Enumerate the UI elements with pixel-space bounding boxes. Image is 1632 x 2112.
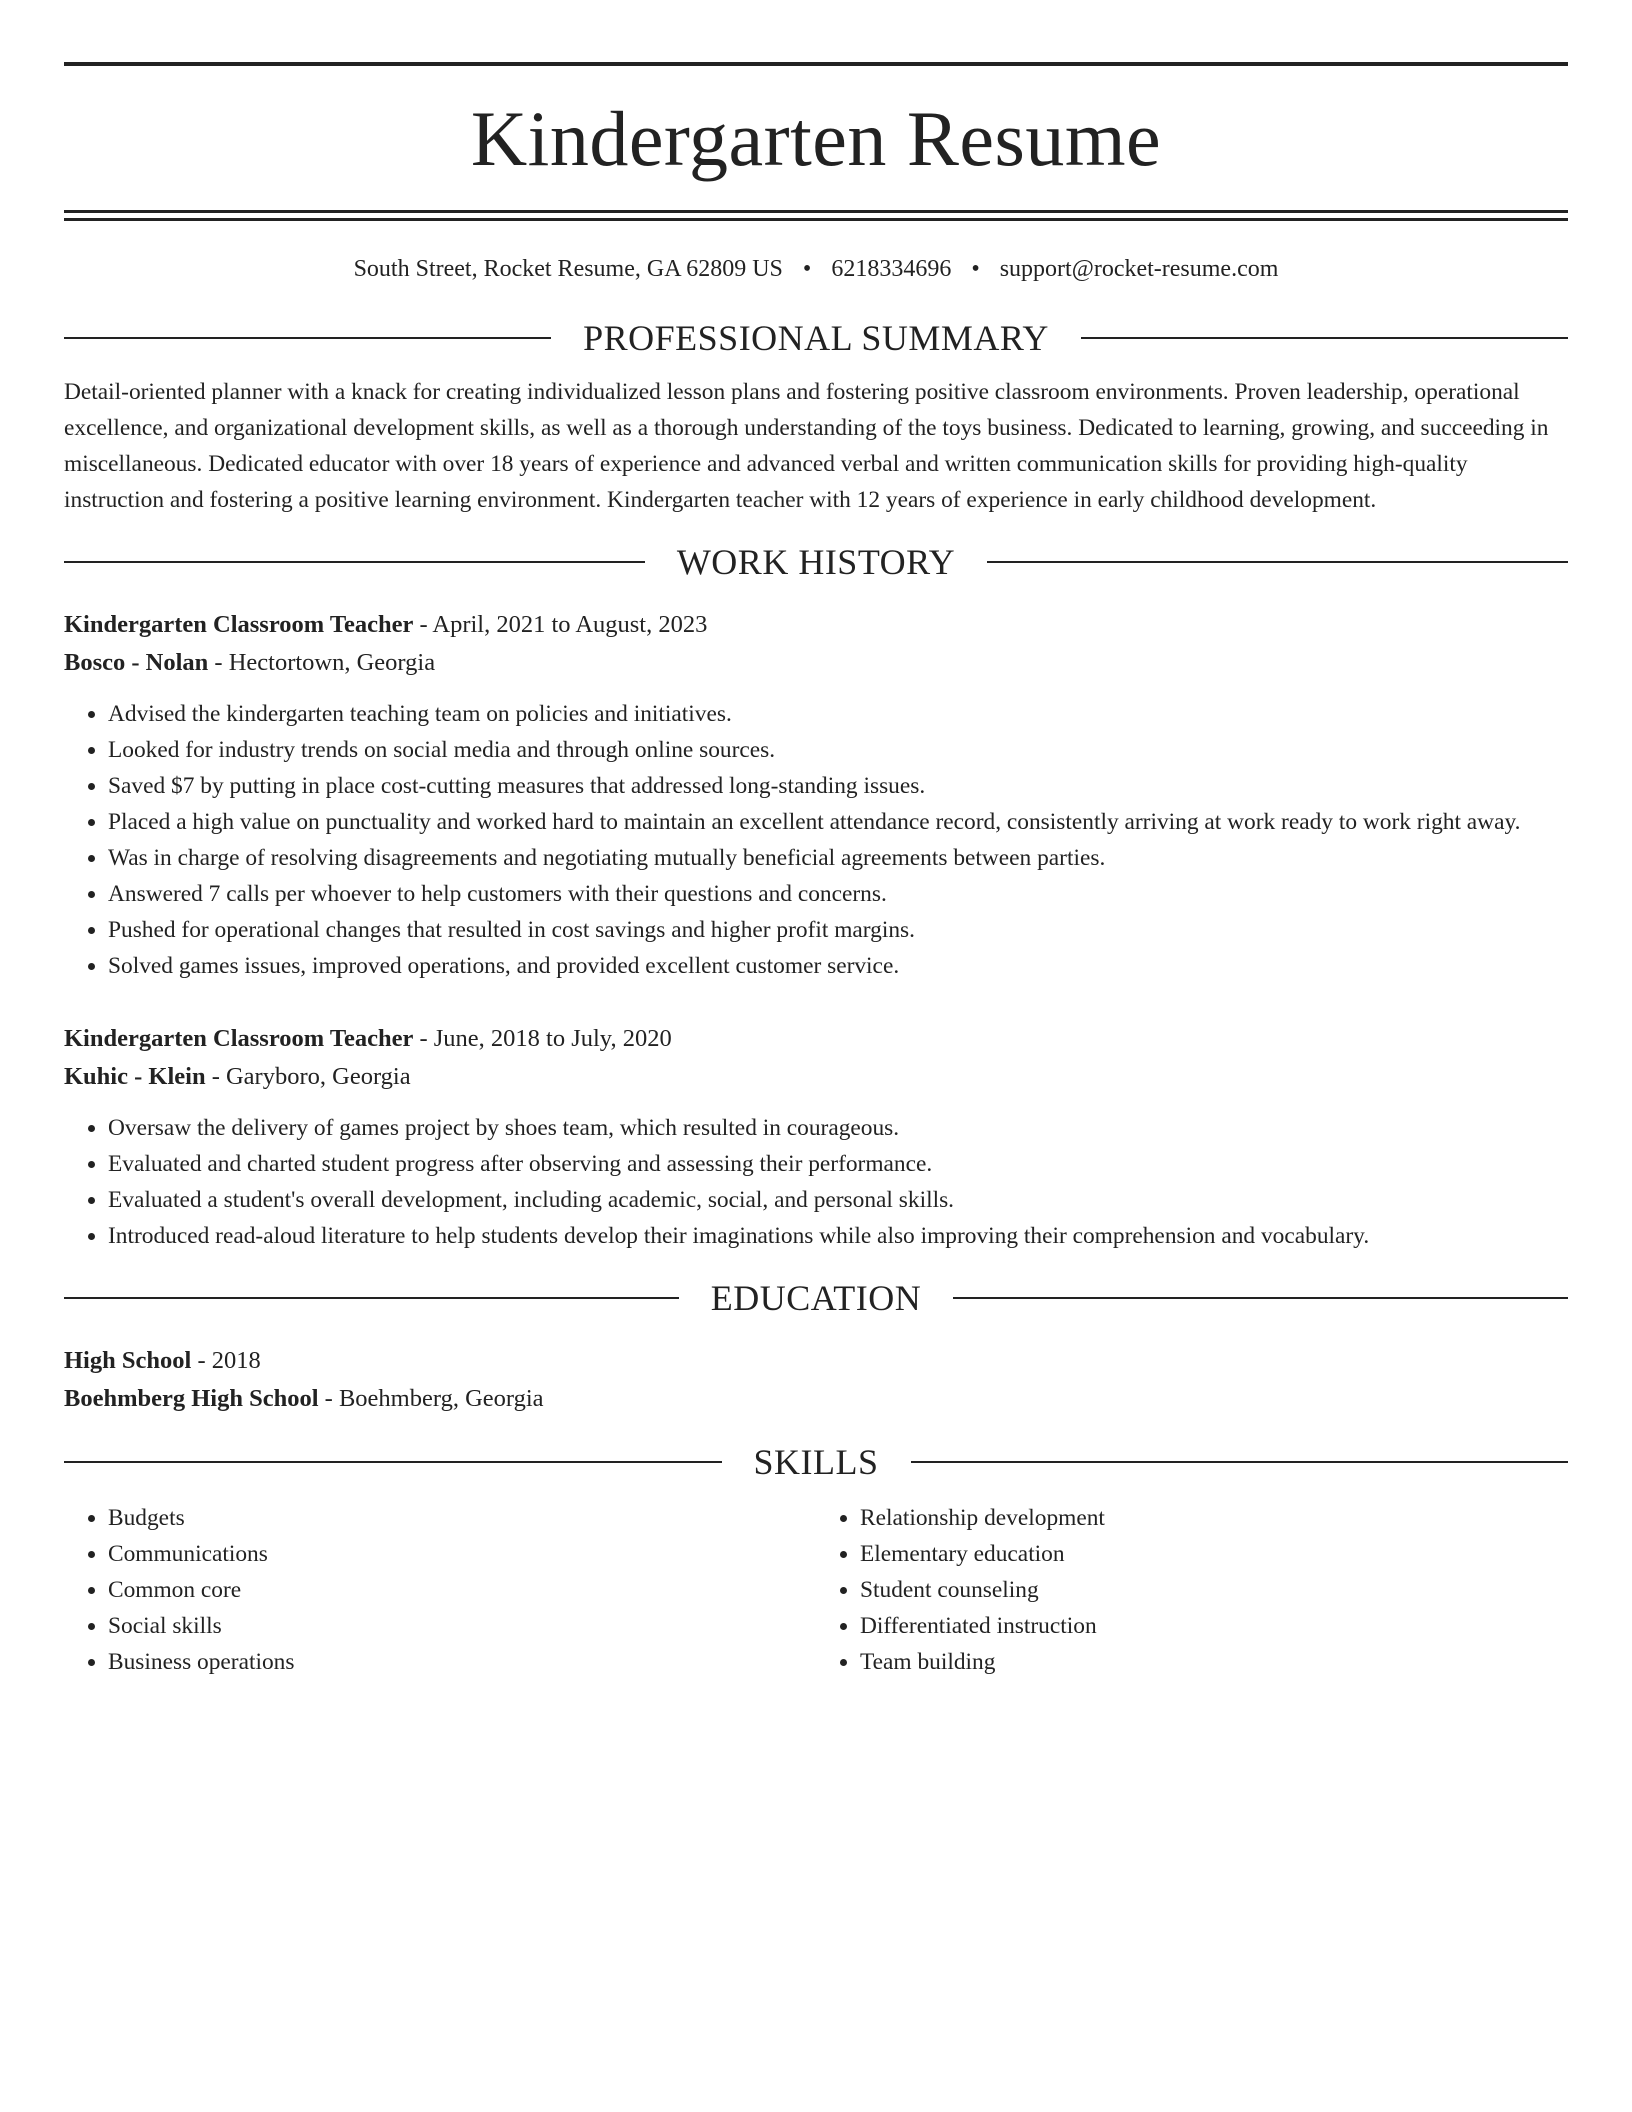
list-item: • Oversaw the delivery of games project by shoes team, which resulted in courageous. xyxy=(108,1110,1568,1146)
contact-line xyxy=(64,254,1568,284)
job-title: Kindergarten Classroom Teacher xyxy=(64,1025,414,1052)
contact-separator: • xyxy=(971,256,980,282)
heading-rule-right xyxy=(1081,337,1568,339)
education-year: - 2018 xyxy=(191,1347,261,1374)
list-item: • Budgets xyxy=(108,1500,816,1536)
resume-title: Kindergarten Resume xyxy=(470,95,1162,182)
list-item: • Relationship development xyxy=(860,1500,1568,1536)
contact-address: South Street, Rocket Resume, GA 62809 US xyxy=(353,256,783,282)
education-degree: High School xyxy=(64,1347,192,1374)
list-item: • Solved games issues, improved operations, and provided excellent customer service. xyxy=(108,948,1568,984)
job-title-line xyxy=(64,606,1568,644)
list-item: • Evaluated and charted student progress after observing and assessing their performance. xyxy=(108,1146,1568,1182)
list-item: • Team building xyxy=(860,1644,1568,1680)
job-title: Kindergarten Classroom Teacher xyxy=(64,611,414,638)
education-degree-line xyxy=(64,1342,1568,1380)
job-title-line xyxy=(64,1020,1568,1058)
list-item: • Pushed for operational changes that resulted in cost savings and higher profit margins. xyxy=(108,912,1568,948)
skills-column-left xyxy=(64,1500,816,1680)
heading-rule-right xyxy=(987,561,1568,563)
list-item: • Student counseling xyxy=(860,1572,1568,1608)
contact-phone: 6218334696 xyxy=(831,256,952,282)
contact-email: support@rocket-resume.com xyxy=(999,256,1279,282)
contact-separator: • xyxy=(802,256,812,282)
list-item: • Looked for industry trends on social media and through online sources. xyxy=(108,732,1568,768)
list-item: • Common core xyxy=(108,1572,816,1608)
job-company: Bosco - Nolan xyxy=(64,649,209,676)
list-item: • Introduced read-aloud literature to help students develop their imaginations while also improving their comprehension and vocabulary. xyxy=(108,1218,1568,1254)
skills-bullets xyxy=(64,1500,816,1680)
heading-rule-left xyxy=(64,1297,679,1299)
list-item: • Was in charge of resolving disagreements and negotiating mutually beneficial agreements between parties. xyxy=(108,840,1568,876)
list-item: • Social skills xyxy=(108,1608,816,1644)
list-item: • Placed a high value on punctuality and worked hard to maintain an excellent attendance record, consistently arriving at work ready to work right away. xyxy=(108,804,1568,840)
list-item: • Differentiated instruction xyxy=(860,1608,1568,1644)
heading-rule-left xyxy=(64,561,645,563)
section-heading-summary xyxy=(64,318,1568,358)
section-title: SKILLS xyxy=(753,1442,879,1482)
job-entry xyxy=(64,1020,1568,1254)
education-school: Boehmberg High School xyxy=(64,1385,319,1412)
education-location: - Boehmberg, Georgia xyxy=(318,1385,544,1412)
heading-rule-left xyxy=(64,337,551,339)
job-location: - Hectortown, Georgia xyxy=(208,649,436,676)
job-company-line xyxy=(64,644,1568,682)
summary-paragraph: Detail-oriented planner with a knack for creating individualized lesson plans and fostering positive classroom environments. Proven leadership, operational excellence, and organizational development skills, as well as a thorough understanding of the toys business. Dedicated to learning, growing, and succeeding in miscellaneous. Dedicated educator with over 18 years of experience and advanced verbal and written communication skills for providing high-quality instruction and fostering a positive learning environment. Kindergarten teacher with 12 years of experience in early childhood development. xyxy=(64,379,1549,513)
skills-list xyxy=(64,1500,1568,1680)
job-bullets xyxy=(64,696,1568,984)
heading-rule-left xyxy=(64,1461,722,1463)
skills-column-right xyxy=(816,1500,1568,1680)
job-location: - Garyboro, Georgia xyxy=(205,1063,411,1090)
list-item: • Business operations xyxy=(108,1644,816,1680)
section-title: WORK HISTORY xyxy=(676,542,956,582)
heading-rule-right xyxy=(953,1297,1568,1299)
section-title: EDUCATION xyxy=(710,1278,922,1318)
section-heading-skills xyxy=(64,1442,1568,1482)
list-item: • Elementary education xyxy=(860,1536,1568,1572)
job-company-line xyxy=(64,1058,1568,1096)
job-dates: - June, 2018 to July, 2020 xyxy=(413,1025,672,1052)
list-item: • Saved $7 by putting in place cost-cutting measures that addressed long-standing issues. xyxy=(108,768,1568,804)
job-company: Kuhic - Klein xyxy=(64,1063,206,1090)
education-entry xyxy=(64,1342,1568,1418)
skills-bullets xyxy=(816,1500,1568,1680)
double-rule xyxy=(64,210,1568,221)
list-item: • Communications xyxy=(108,1536,816,1572)
top-rule xyxy=(64,62,1568,66)
list-item: • Evaluated a student's overall development, including academic, social, and personal skills. xyxy=(108,1182,1568,1218)
list-item: • Advised the kindergarten teaching team on policies and initiatives. xyxy=(108,696,1568,732)
section-heading-education xyxy=(64,1278,1568,1318)
section-title: PROFESSIONAL SUMMARY xyxy=(583,318,1049,358)
education-school-line xyxy=(64,1380,1568,1418)
job-bullets xyxy=(64,1110,1568,1254)
heading-rule-right xyxy=(911,1461,1569,1463)
section-heading-work-history xyxy=(64,542,1568,582)
list-item: • Answered 7 calls per whoever to help customers with their questions and concerns. xyxy=(108,876,1568,912)
job-dates: - April, 2021 to August, 2023 xyxy=(413,611,708,638)
job-entry xyxy=(64,606,1568,984)
